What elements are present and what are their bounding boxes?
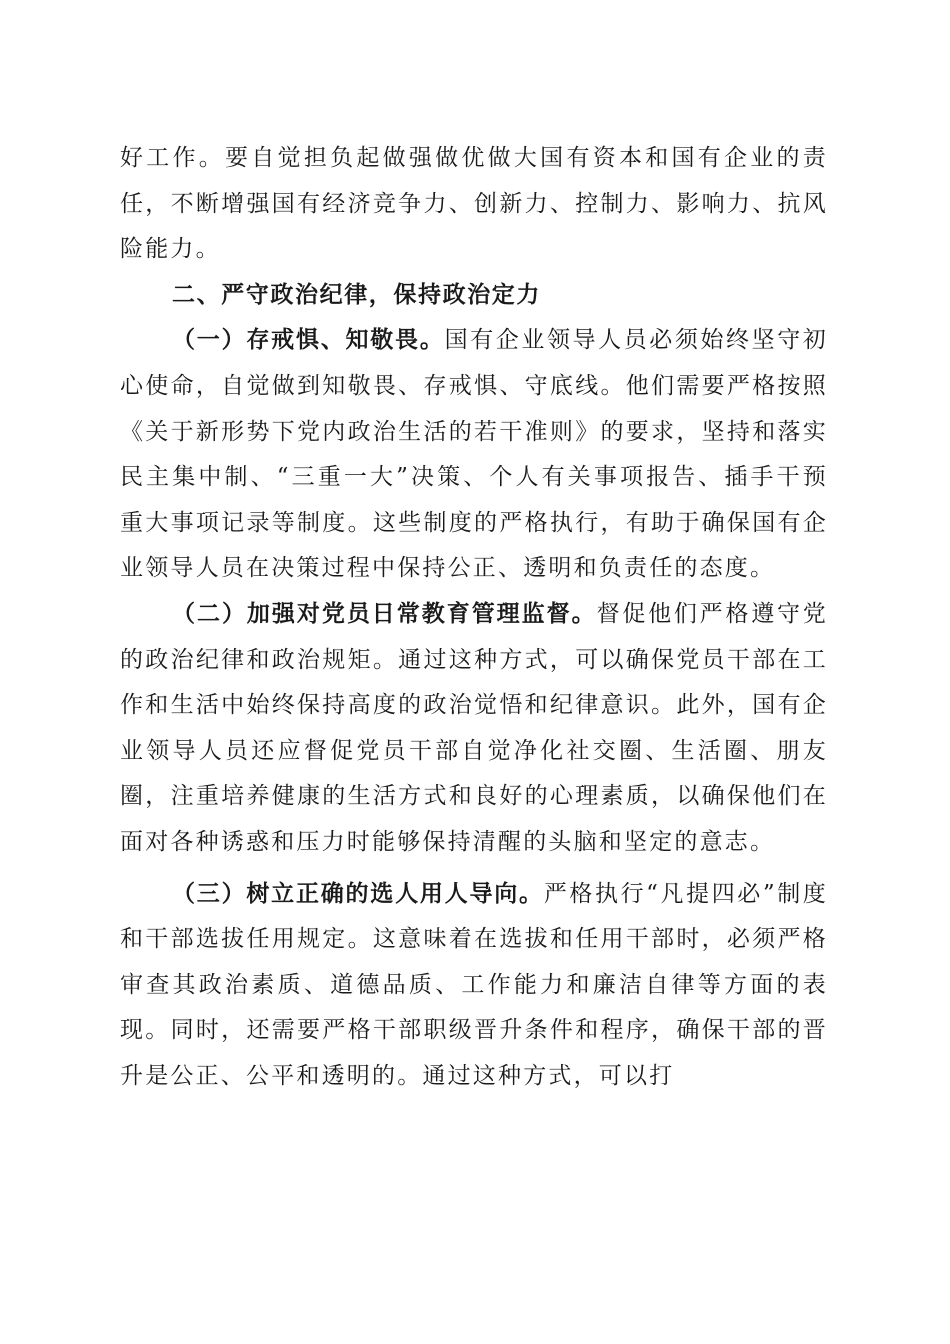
paragraph-2 xyxy=(120,592,828,866)
paragraph-1 xyxy=(120,318,828,592)
document-body xyxy=(120,136,828,1099)
paragraph-1-body: 国有企业领导人员必须始终坚守初心使命，自觉做到知敬畏、存戒惧、守底线。他们需要严格按照《关于新形势下党内政治生活的若干准则》的要求，坚持和落实民主集中制、“三重一大”决策、个人有关事项报告、插手干预重大事项记录等制度。这些制度的严格执行，有助于确保国有企业领导人员在决策过程中保持公正、透明和负责任的态度。 xyxy=(120,327,828,582)
continuation-paragraph: 好工作。要自觉担负起做强做优做大国有资本和国有企业的责任，不断增强国有经济竞争力、创新力、控制力、影响力、抗风险能力。 xyxy=(120,145,828,263)
paragraph-3 xyxy=(120,872,828,1100)
paragraph-2-lead: （二）加强对党员日常教育管理监督。 xyxy=(172,600,597,627)
paragraph-3-lead: （三）树立正确的选人用人导向。 xyxy=(172,880,544,907)
section-heading: 二、严守政治纪律，保持政治定力 xyxy=(172,281,541,308)
paragraph-2-body: 督促他们严格遵守党的政治纪律和政治规矩。通过这种方式，可以确保党员干部在工作和生活中始终保持高度的政治觉悟和纪律意识。此外，国有企业领导人员还应督促党员干部自觉净化社交圈、生活圈、朋友圈，注重培养健康的生活方式和良好的心理素质，以确保他们在面对各种诱惑和压力时能够保持清醒的头脑和坚定的意志。 xyxy=(120,600,828,855)
paragraph-1-lead: （一）存戒惧、知敬畏。 xyxy=(172,327,445,354)
paragraph-3-body: 严格执行“凡提四必”制度和干部选拔任用规定。这意味着在选拔和任用干部时，必须严格审查其政治素质、道德品质、工作能力和廉洁自律等方面的表现。同时，还需要严格干部职级晋升条件和程序，确保干部的晋升是公正、公平和透明的。通过这种方式，可以打 xyxy=(120,880,829,1089)
